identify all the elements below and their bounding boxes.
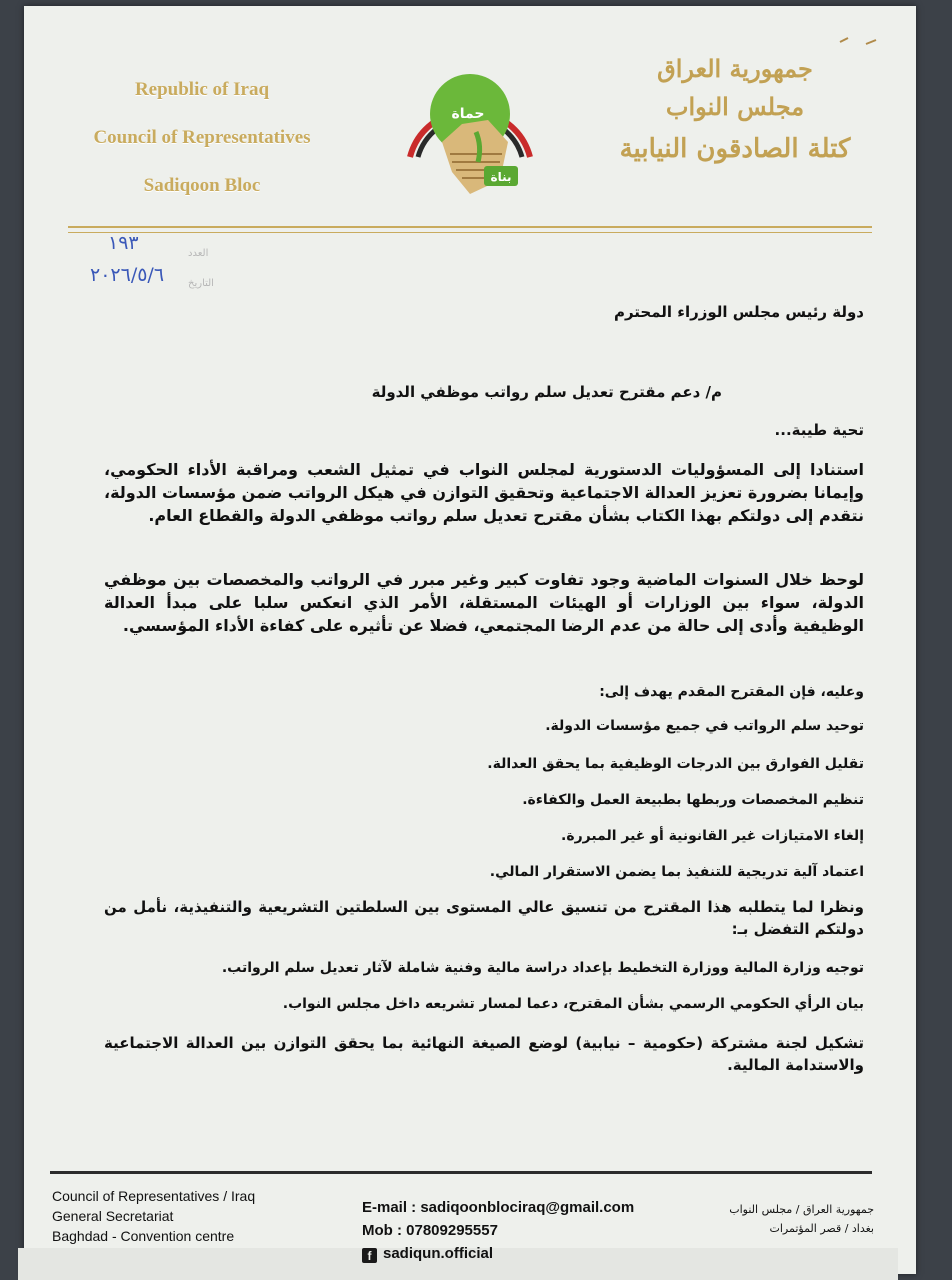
header-ar-line-3: كتلة الصادقون النيابية	[619, 134, 851, 164]
goals-intro: وعليه، فإن المقترح المقدم يهدف إلى:	[599, 684, 864, 700]
footer-ar-line-2: بغداد / قصر المؤتمرات	[769, 1222, 874, 1235]
footer-contact	[362, 1196, 634, 1265]
header-en-line-1: Republic of Iraq	[134, 79, 270, 100]
header-divider-2	[68, 232, 872, 233]
header-english	[52, 66, 352, 210]
logo-text-top: حماة	[451, 106, 485, 122]
date-label: التاريخ	[188, 278, 214, 289]
header-en-line-2: Council of Representatives	[93, 127, 311, 148]
header-arabic	[600, 50, 870, 172]
footer-english	[52, 1186, 255, 1246]
number-value: ١٩٣	[108, 232, 139, 254]
goal-item-5: اعتماد آلية تدريجية للتنفيذ بما يضمن الاستقرار المالي.	[489, 864, 864, 880]
date-value: ٢٠٢٦/٥/٦	[90, 264, 165, 286]
greeting: تحية طيبة...	[774, 421, 864, 439]
request-item-1: توجيه وزارة المالية ووزارة التخطيط بإعداد دراسة مالية وفنية شاملة لآثار تعديل سلم الرواتب.	[221, 960, 864, 976]
paper-clip-marks	[838, 34, 878, 48]
logo-text-bottom: بناة	[490, 170, 512, 184]
footer-social[interactable]	[362, 1242, 634, 1265]
footer-email[interactable]: E-mail : sadiqoonblociraq@gmail.com	[362, 1199, 635, 1216]
subject: م/ دعم مقترح تعديل سلم رواتب موظفي الدولة	[371, 383, 722, 401]
number-label: العدد	[188, 248, 209, 259]
paragraph-2: لوحظ خلال السنوات الماضية وجود تفاوت كبير وغير مبرر في الرواتب والمخصصات بين موظفي الدولة، سواء بين الوزارات أو الهيئات المستقلة، الأمر الذي انعكس سلبا على مبدأ العدالة الوظيفية وأدى إلى حالة من عدم الرضا المجتمعي، فضلا عن تأثيره على كفاءة الأداء المؤسسي.	[104, 570, 864, 635]
paragraph-1: استنادا إلى المسؤوليات الدستورية لمجلس النواب في تمثيل الشعب ومراقبة الأداء الحكومي، وإيمانا بضرورة تعزيز العدالة الاجتماعية وتحقيق التوازن في هيكل الرواتب ضمن مؤسسات الدولة، نتقدم إلى دولتكم بهذا الكتاب بشأن مقترح تعديل سلم رواتب موظفي الدولة والقطاع العام.	[104, 460, 864, 525]
footer-mobile[interactable]: Mob : 07809295557	[362, 1222, 498, 1239]
footer-social-handle: sadiqun.official	[383, 1245, 494, 1262]
footer-en-line-2: General Secretariat	[52, 1208, 174, 1224]
header-ar-line-2: مجلس النواب	[665, 92, 805, 121]
recipient: دولة رئيس مجلس الوزراء المحترم	[613, 303, 864, 321]
request-paragraph: ونظرا لما يتطلبه هذا المقترح من تنسيق عالي المستوى بين السلطتين التشريعية والتنفيذية، نأمل من دولتكم التفضل بـ:	[104, 898, 864, 938]
footer-en-line-3: Baghdad - Convention centre	[52, 1228, 235, 1244]
bloc-logo	[390, 62, 550, 202]
facebook-icon: f	[362, 1248, 377, 1263]
footer-arabic	[729, 1200, 874, 1238]
goal-item-1: توحيد سلم الرواتب في جميع مؤسسات الدولة.	[545, 718, 864, 734]
footer-divider	[50, 1171, 872, 1174]
header-ar-line-1: جمهورية العراق	[657, 54, 813, 83]
header-divider-1	[68, 226, 872, 228]
footer-ar-line-1: جمهورية العراق / مجلس النواب	[729, 1203, 874, 1216]
goal-item-3: تنظيم المخصصات وربطها بطبيعة العمل والكفاءة.	[522, 792, 864, 808]
request-item-2: بيان الرأي الحكومي الرسمي بشأن المقترح، دعما لمسار تشريعه داخل مجلس النواب.	[282, 996, 864, 1012]
goal-item-4: إلغاء الامتيازات غير القانونية أو غير المبررة.	[561, 828, 864, 844]
goal-item-2: تقليل الفوارق بين الدرجات الوظيفية بما يحقق العدالة.	[487, 756, 864, 772]
request-item-3: تشكيل لجنة مشتركة (حكومية – نيابية) لوضع الصيغة النهائية بما يحقق التوازن بين العدالة الاجتماعية والاستدامة المالية.	[104, 1034, 864, 1074]
header-en-line-3: Sadiqoon Bloc	[143, 175, 261, 196]
footer-en-line-1: Council of Representatives / Iraq	[52, 1188, 256, 1204]
